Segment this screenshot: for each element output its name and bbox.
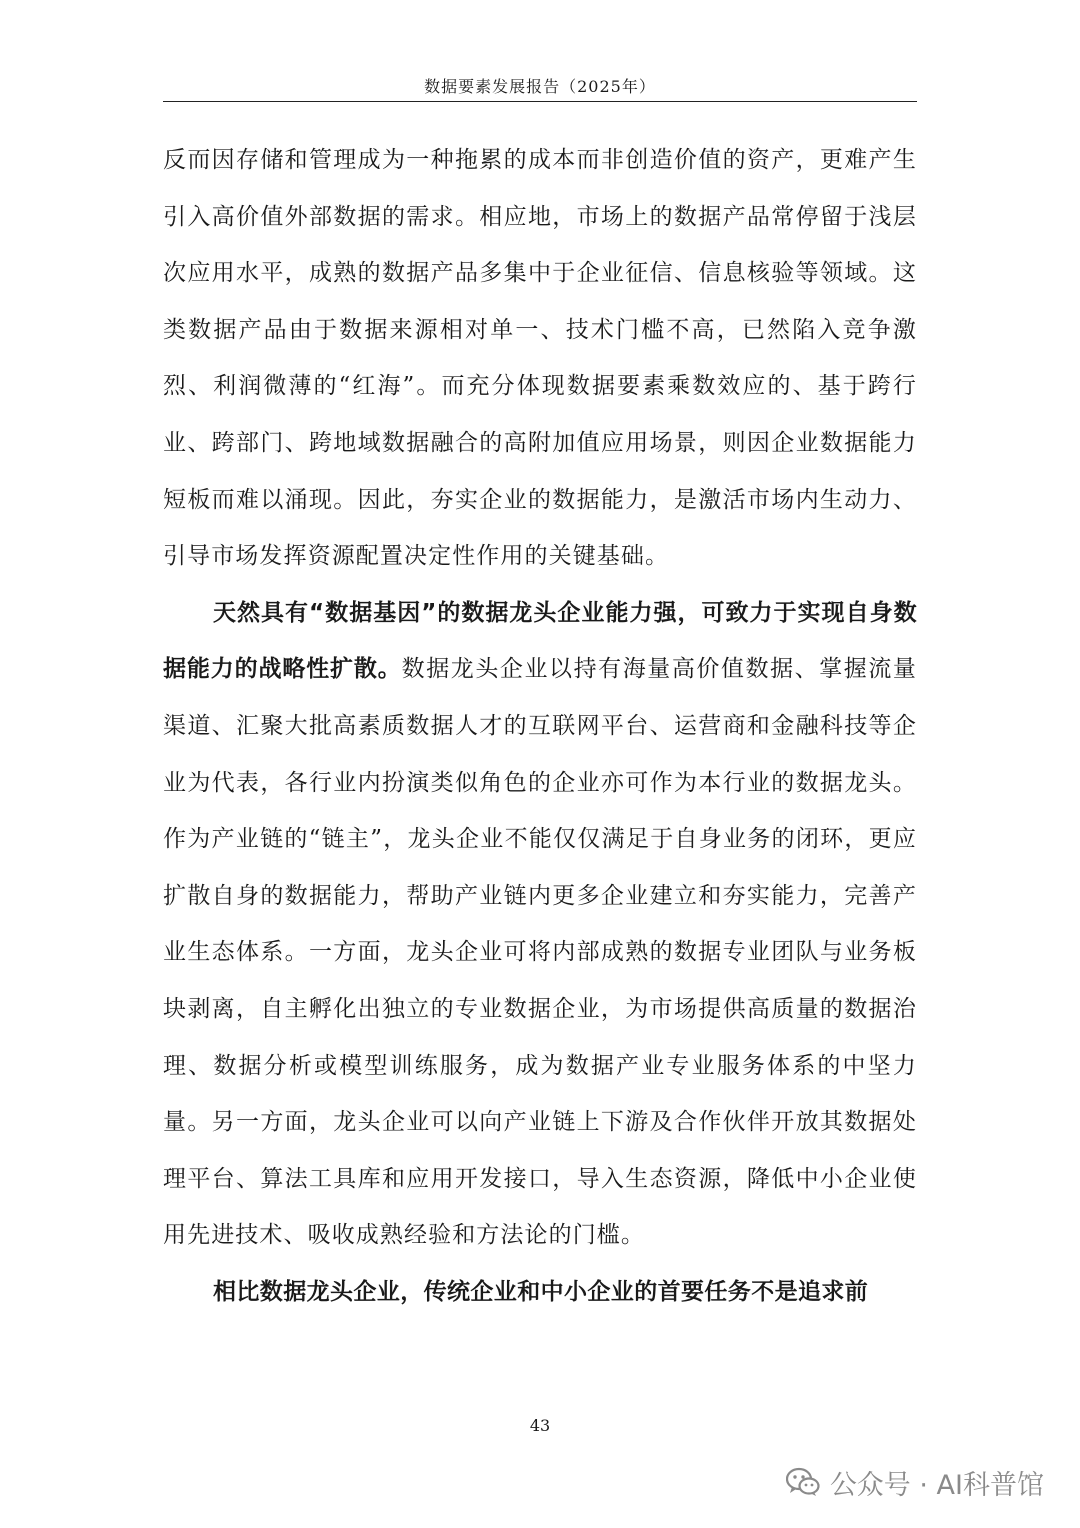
paragraph-2-heading: 天然具有“数据基因”的数据龙头企业能力强，可致力于实现自身数据能力的战略性扩散。 <box>163 599 917 683</box>
wechat-icon <box>786 1467 820 1497</box>
watermark-text: 公众号 · AI科普馆 <box>829 1469 1044 1501</box>
paragraph-3-heading: 相比数据龙头企业，传统企业和中小企业的首要任务不是追求前 <box>213 1278 869 1305</box>
paragraph-2-text: 数据龙头企业以持有海量高价值数据、掌握流量渠道、汇聚大批高素质数据人才的互联网平台、运营商和金融科技等企业为代表，各行业内扮演类似角色的企业亦可作为本行业的数据龙头。作为产业链的“链主”，龙头企业不能仅仅满足于自身业务的闭环，更应扩散自身的数据能力，帮助产业链内更多企业建立和夯实能力，完善产业生态体系。一方面，龙头企业可将内部成熟的数据专业团队与业务板块剥离，自主孵化出独立的专业数据企业，为市场提供高质量的数据治理、数据分析或模型训练服务，成为数据产业专业服务体系的中坚力量。另一方面，龙头企业可以向产业链上下游及合作伙伴开放其数据处理平台、算法工具库和应用开发接口，导入生态资源，降低中小企业使用先进技术、吸收成熟经验和方法论的门槛。 <box>163 656 918 1249</box>
paragraph-1: 反而因存储和管理成为一种拖累的成本而非创造价值的资产，更难产生引入高价值外部数据的需求。相应地，市场上的数据产品常停留于浅层次应用水平，成熟的数据产品多集中于企业征信、信息核验等领域。这类数据产品由于数据来源相对单一、技术门槛不高，已然陷入竞争激烈、利润微薄的“红海”。而充分体现数据要素乘数效应的、基于跨行业、跨部门、跨地域数据融合的高附加值应用场景，则因企业数据能力短板而难以涌现。因此，夯实企业的数据能力，是激活市场内生动力、引导市场发挥资源配置决定性作用的关键基础。 <box>163 147 917 570</box>
watermark <box>786 1460 1044 1504</box>
paragraph-3 <box>163 1264 917 1321</box>
page-header: 数据要素发展报告（2025年） <box>424 77 656 96</box>
page-number: 43 <box>529 1416 551 1435</box>
paragraph-2 <box>163 585 917 1264</box>
header-divider <box>163 101 917 102</box>
body-text <box>163 132 917 1320</box>
